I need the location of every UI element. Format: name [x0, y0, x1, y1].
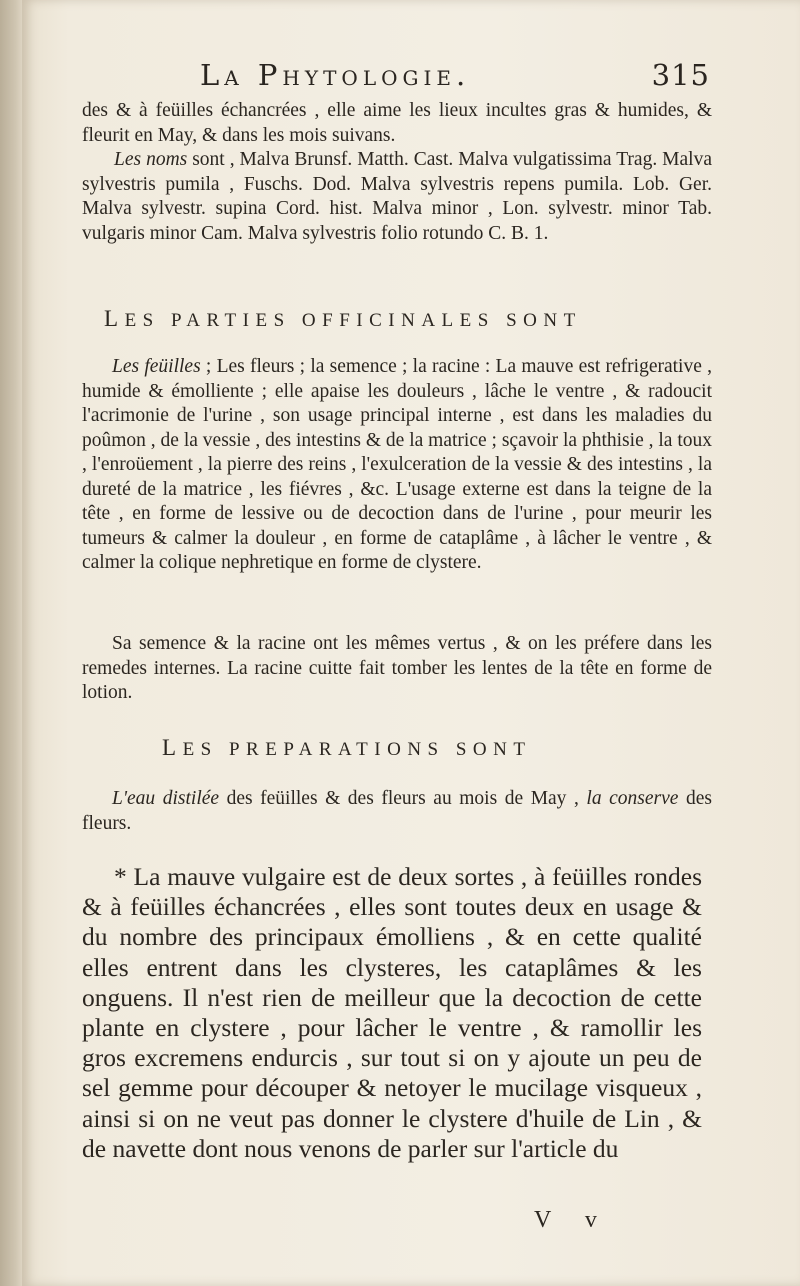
section-heading-officinal [104, 306, 704, 332]
section-initial: L [104, 306, 125, 331]
page-title: La Phytologie. [200, 58, 471, 92]
footnote-paragraph: * La mauve vulgaire est de deux sortes , à feüilles rondes & à feüilles échancrées , elles sont toutes deux en usage & du nombre des principaux émolliens , & en cette qualité elles entrent dans les clysteres, les cataplâmes & les onguens. Il n'est rien de meilleur que la decoction de cette plante en clystere , pour lâcher le ventre , & ramollir les gros excremens endurcis , sur tout si on y ajoute un peu de sel gemme pour découper & netoyer le mucilage visqueux , ainsi si on ne veut pas donner le clystere d'huile de Lin , & de navette dont nous venons de parler sur l'article du [82, 862, 702, 1163]
running-header [200, 58, 720, 92]
section-heading-preparations [162, 735, 762, 761]
section-initial: L [162, 735, 183, 760]
paragraph-preparations [82, 787, 712, 836]
paragraph-text: des feüilles & des fleurs au mois de May , [219, 788, 587, 809]
paragraph-text: sont , Malva Brunsf. Matth. Cast. Malva vulgatissima Trag. Malva sylvestris pumila , Fuschs. Dod. Malva sylvestris repens pumila. Lob. Ger. Malva sylvestr. supina Cord. hist. Malva minor , Lon. sylvestr. minor Tab. vulgaris minor Cam. Malva sylvestris folio rotundo C. B. 1. [82, 149, 712, 244]
paragraph-lead: Les feüilles [112, 356, 201, 377]
paragraph-continuation: des & à feüilles échancrées , elle aime les lieux incultes gras & humides, & fleurit en May, & dans les mois suivans. [82, 100, 712, 146]
paragraph-lead: Les noms [114, 149, 188, 170]
paragraph-seed-root: Sa semence & la racine ont les mêmes vertus , & on les préfere dans les remedes internes. La racine cuitte fait tomber les lentes de la tête en forme de lotion. [82, 633, 712, 703]
signature-mark: V v [534, 1207, 611, 1233]
paragraph-lead: L'eau distilée [112, 788, 220, 809]
paragraph-text-2: des fleurs. [82, 788, 712, 834]
paragraph-lead-2: la conserve [586, 788, 679, 809]
paragraph-properties [82, 355, 712, 576]
paragraph-text: ; Les fleurs ; la semence ; la racine : La mauve est refrigerative , humide & émolliente ; elle apaise les douleurs , lâche le ventre , & radoucit l'acrimonie de l'urine , son usage principal interne , est dans les maladies du poûmon , de la vessie , des intestins & de la matrice ; sçavoir la phthisie , la toux , l'enroüement , la pierre des reins , l'exulceration de la vessie & des intestins , la dureté de la matrice , les fiévres , &c. L'usage externe est dans la teigne de la tête , en forme de lessive ou de decoction dans de l'urine , pour meurir les tumeurs & calmer la douleur , en forme de cataplâme , à lâcher le ventre , & calmer la colique nephretique en forme de clystere. [82, 356, 712, 573]
section-heading-text: ES PARTIES OFFICINALES SONT [124, 310, 582, 331]
book-gutter [0, 0, 22, 1286]
section-heading-text: ES PREPARATIONS SONT [182, 739, 532, 760]
paragraph-names [82, 148, 712, 246]
page-number: 315 [651, 58, 710, 92]
